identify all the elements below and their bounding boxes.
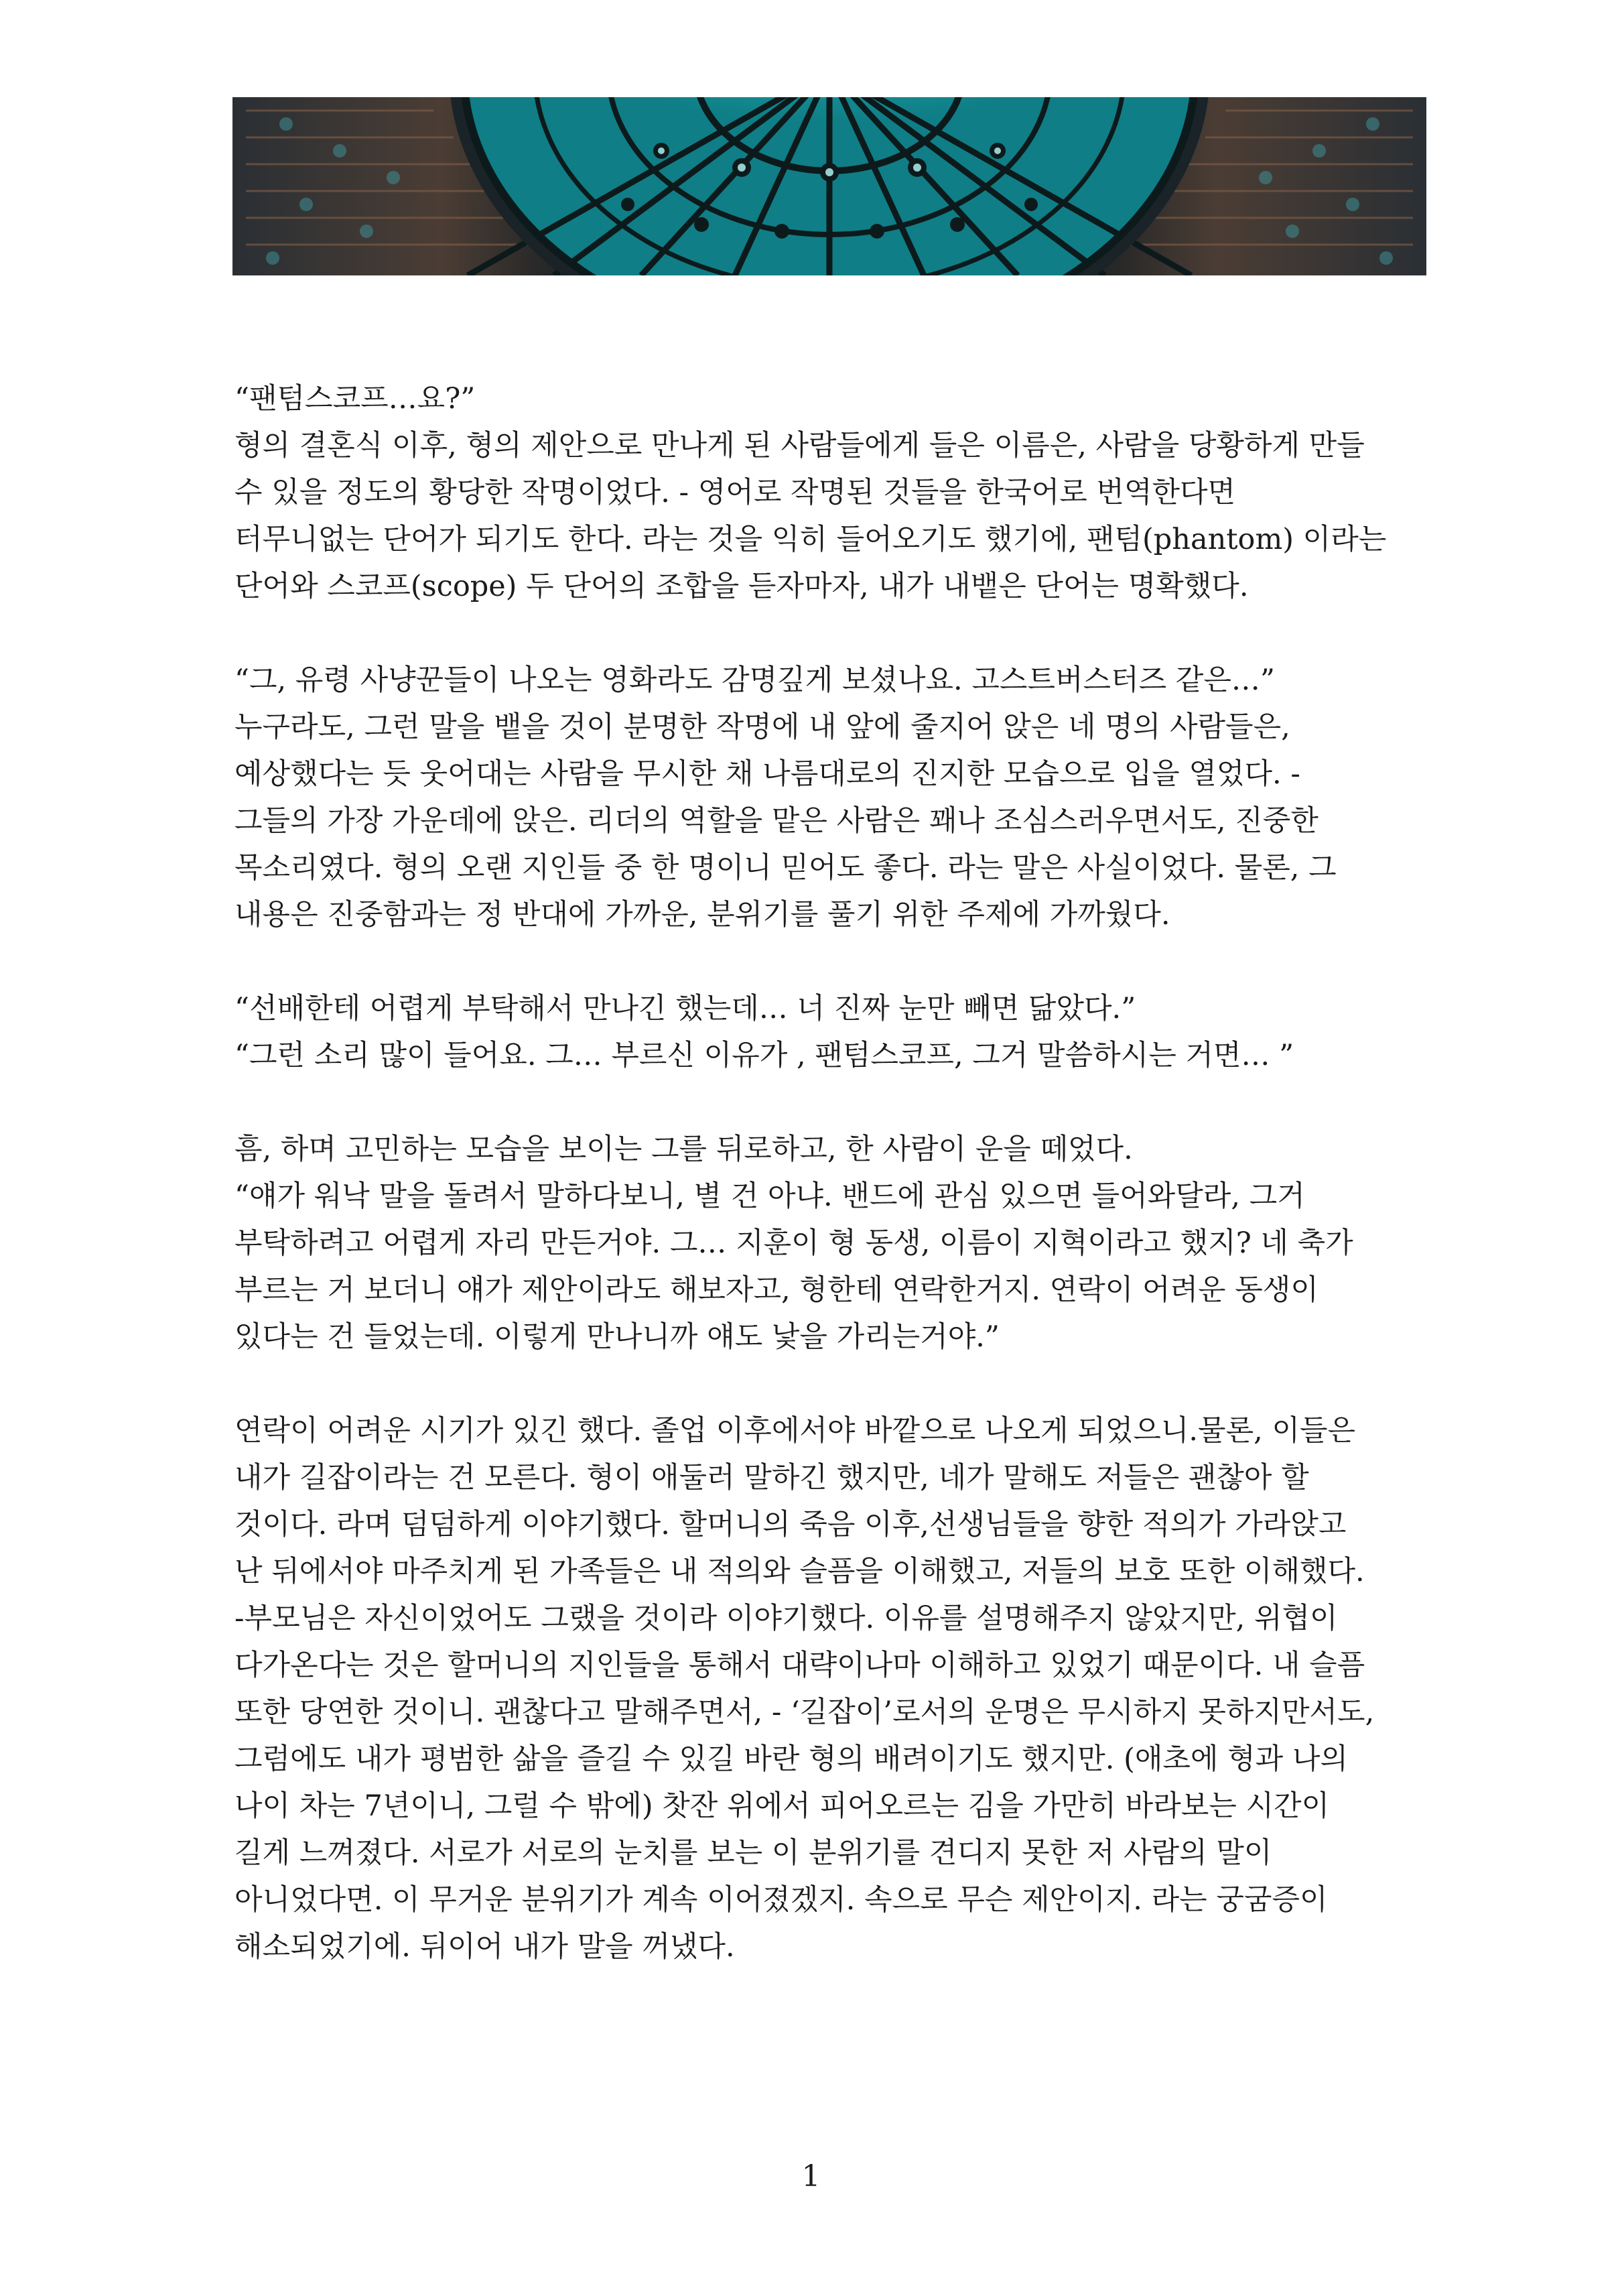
- text-line: “팬텀스코프…요?”: [234, 382, 476, 416]
- paragraph-3: [234, 985, 1434, 1079]
- paragraph-gap: [234, 610, 1434, 657]
- text-line: 내가 길잡이라는 건 모른다. 형이 애둘러 말하긴 했지만, 네가 말해도 저들은 괜찮아 할: [234, 1461, 1309, 1494]
- text-line: 부르는 거 보더니 얘가 제안이라도 해보자고, 형한테 연락한거지. 연락이 어려운 동생이: [234, 1273, 1319, 1307]
- text-line: 그럼에도 내가 평범한 삶을 즐길 수 있길 바란 형의 배려이기도 했지만. (애초에 형과 나의: [234, 1742, 1348, 1776]
- paragraph-4: [234, 1126, 1434, 1360]
- text-line: 누구라도, 그런 말을 뱉을 것이 분명한 작명에 내 앞에 줄지어 앉은 네 명의 사람들은,: [234, 710, 1290, 744]
- body-text: [234, 375, 1434, 1970]
- paragraph-2: [234, 657, 1434, 938]
- paragraph-gap: [234, 1079, 1434, 1126]
- text-line: 난 뒤에서야 마주치게 된 가족들은 내 적의와 슬픔을 이해했고, 저들의 보호 또한 이해했다.: [234, 1555, 1365, 1588]
- text-line: “그런 소리 많이 들어요. 그… 부르신 이유가 , 팬텀스코프, 그거 말씀하시는 거면… ”: [234, 1039, 1294, 1072]
- text-line: 목소리였다. 형의 오랜 지인들 중 한 명이니 믿어도 좋다. 라는 말은 사실이었다. 물론, 그: [234, 851, 1337, 885]
- paragraph-5: [234, 1407, 1434, 1970]
- text-line: 터무니없는 단어가 되기도 한다. 라는 것을 익히 들어오기도 했기에, 팬텀(phantom) 이라는: [234, 523, 1387, 556]
- text-line: 연락이 어려운 시기가 있긴 했다. 졸업 이후에서야 바깥으로 나오게 되었으니.물론, 이들은: [234, 1414, 1356, 1448]
- text-line: 또한 당연한 것이니. 괜찮다고 말해주면서, - ‘길잡이’로서의 운명은 무시하지 못하지만서도,: [234, 1696, 1375, 1729]
- text-line: “그, 유령 사냥꾼들이 나오는 영화라도 감명깊게 보셨나요. 고스트버스터즈 같은…”: [234, 663, 1275, 697]
- text-line: -부모님은 자신이었어도 그랬을 것이라 이야기했다. 이유를 설명해주지 않았지만, 위협이: [234, 1602, 1338, 1635]
- text-line: 해소되었기에. 뒤이어 내가 말을 꺼냈다.: [234, 1930, 735, 1964]
- text-line: 흠, 하며 고민하는 모습을 보이는 그를 뒤로하고, 한 사람이 운을 떼었다.: [234, 1133, 1133, 1166]
- text-line: 그들의 가장 가운데에 앉은. 리더의 역할을 맡은 사람은 꽤나 조심스러우면서도, 진중한: [234, 804, 1319, 838]
- text-line: 다가온다는 것은 할머니의 지인들을 통해서 대략이나마 이해하고 있었기 때문이다. 내 슬픔: [234, 1649, 1365, 1682]
- text-line: 나이 차는 7년이니, 그럴 수 밖에) 찻잔 위에서 피어오르는 김을 가만히 바라보는 시간이: [234, 1789, 1330, 1823]
- text-line: 예상했다는 듯 웃어대는 사람을 무시한 채 나름대로의 진지한 모습으로 입을 열었다. -: [234, 757, 1300, 791]
- text-line: 수 있을 정도의 황당한 작명이었다. - 영어로 작명된 것들을 한국어로 번역한다면: [234, 476, 1236, 509]
- text-line: 내용은 진중함과는 정 반대에 가까운, 분위기를 풀기 위한 주제에 가까웠다.: [234, 898, 1170, 932]
- text-line: 길게 느껴졌다. 서로가 서로의 눈치를 보는 이 분위기를 견디지 못한 저 사람의 말이: [234, 1836, 1272, 1870]
- text-line: 아니었다면. 이 무거운 분위기가 계속 이어졌겠지. 속으로 무슨 제안이지. 라는 궁굼증이: [234, 1883, 1328, 1917]
- text-line: “얘가 워낙 말을 돌려서 말하다보니, 별 건 아냐. 밴드에 관심 있으면 들어와달라, 그거: [234, 1179, 1305, 1213]
- text-line: “선배한테 어렵게 부탁해서 만나긴 했는데… 너 진짜 눈만 빼면 닮았다.”: [234, 992, 1136, 1025]
- text-line: 단어와 스코프(scope) 두 단어의 조합을 듣자마자, 내가 내뱉은 단어는 명확했다.: [234, 570, 1249, 603]
- header-banner-image: [232, 97, 1426, 275]
- text-line: 형의 결혼식 이후, 형의 제안으로 만나게 된 사람들에게 들은 이름은, 사람을 당황하게 만들: [234, 429, 1365, 462]
- paragraph-1: [234, 375, 1434, 610]
- paragraph-gap: [234, 938, 1434, 985]
- text-line: 있다는 건 들었는데. 이렇게 만나니까 얘도 낯을 가리는거야.”: [234, 1320, 1000, 1354]
- text-line: 부탁하려고 어렵게 자리 만든거야. 그… 지훈이 형 동생, 이름이 지혁이라고 했지? 네 축가: [234, 1226, 1353, 1260]
- stained-glass-dome-ceiling-image: [232, 97, 1426, 275]
- page-number: 1: [801, 2159, 821, 2193]
- paragraph-gap: [234, 1360, 1434, 1407]
- text-line: 것이다. 라며 덤덤하게 이야기했다. 할머니의 죽음 이후,선생님들을 향한 적의가 가라앉고: [234, 1508, 1347, 1541]
